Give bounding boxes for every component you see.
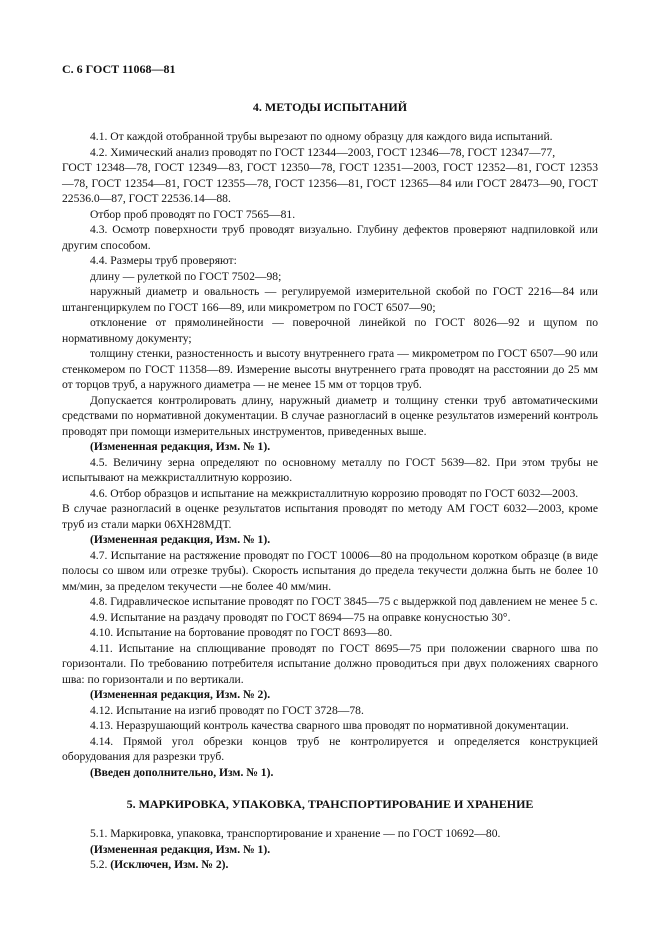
paragraph-4-4: 4.4. Размеры труб проверяют: (90, 254, 237, 267)
paragraph-4-13: 4.13. Неразрушающий контроль качества сварного шва проводят по нормативной документации. (90, 719, 569, 732)
paragraph-4-11: 4.11. Испытание на сплющивание проводят по ГОСТ 8695—75 при положении сварного шва по горизонтали. По требованию потребителя испытание должно проводиться при двух положениях сварного шва: по горизонтали и по вертикали. (62, 641, 598, 686)
amendment-note (62, 439, 598, 455)
amendment-text: (Измененная редакция, Изм. № 1). (90, 533, 271, 546)
paragraph-5-2 (62, 857, 598, 873)
amendment-text: (Введен дополнительно, Изм. № 1). (90, 765, 274, 779)
paragraph-wall-thickness: толщину стенки, разностенность и высоту внутреннего грата — микрометром по ГОСТ 6507—90 или стенкомером по ГОСТ 11358—89. Измерение высоты внутреннего грата проводят на расстоянии до 25 мм от торцов труб, а наружного диаметра — не менее 15 мм от торцов труб. (62, 347, 598, 391)
amendment-note (62, 765, 598, 781)
paragraph-4-12: 4.12. Испытание на изгиб проводят по ГОСТ 3728—78. (90, 703, 364, 717)
paragraph-sampling: Отбор проб проводят по ГОСТ 7565—81. (90, 207, 296, 221)
paragraph-4-5: 4.5. Величину зерна определяют по основному металлу по ГОСТ 5639—82. При этом трубы не испытывают на межкристаллитную коррозию. (62, 455, 598, 484)
paragraph-4-10: 4.10. Испытание на бортование проводят по ГОСТ 8693—80. (90, 626, 393, 639)
amendment-note (62, 687, 598, 703)
paragraph-4-9: 4.9. Испытание на раздачу проводят по ГОСТ 8694—75 на оправке конусностью 30°. (90, 610, 511, 624)
paragraph-4-3: 4.3. Осмотр поверхности труб проводят визуально. Глубину дефектов проверяют надпиловкой или другим способом. (62, 223, 598, 252)
section-4-title: 4. МЕТОДЫ ИСПЫТАНИЙ (252, 100, 408, 114)
paragraph-4-6-cont: В случае разногласий в оценке результатов испытания проводят по методу АМ ГОСТ 6032—2003, кроме труб из стали марки 06ХН28МДТ. (62, 502, 598, 531)
paragraph-4-7: 4.7. Испытание на растяжение проводят по ГОСТ 10006—80 на продольном коротком образце (в виде полосы со швом или отрезке трубы). Скорость испытания до предела текучести должна быть не более 10 мм/мин, за пределом текучести —не более 40 мм/мин. (62, 548, 598, 593)
paragraph-straightness: отклонение от прямолинейности — поверочной линейкой по ГОСТ 8026—92 и щупом по нормативному документу; (62, 316, 598, 345)
section-5-title: 5. МАРКИРОВКА, УПАКОВКА, ТРАНСПОРТИРОВАНИЕ И ХРАНЕНИЕ (126, 797, 534, 811)
page-header: С. 6 ГОСТ 11068—81 (62, 62, 176, 76)
paragraph-automatic-control: Допускается контролировать длину, наружный диаметр и толщину стенки труб автоматическими средствами по нормативной документации. В случае разногласий в оценке результатов измерений контроль проводят при помощи измерительных инструментов, приведенных выше. (62, 393, 598, 438)
paragraph-5-2-excluded: (Исключен, Изм. № 2). (110, 858, 229, 871)
paragraph-4-2: 4.2. Химический анализ проводят по ГОСТ 12344—2003, ГОСТ 12346—78, ГОСТ 12347—77, (90, 145, 556, 159)
amendment-text: (Измененная редакция, Изм. № 1). (90, 842, 271, 856)
amendment-note (62, 532, 598, 548)
amendment-text: (Измененная редакция, Изм. № 2). (90, 688, 271, 701)
amendment-text: (Измененная редакция, Изм. № 1). (90, 440, 271, 453)
paragraph-length: длину — рулеткой по ГОСТ 7502—98; (90, 269, 282, 283)
paragraph-4-2-cont: ГОСТ 12348—78, ГОСТ 12349—83, ГОСТ 12350—78, ГОСТ 12351—2003, ГОСТ 12352—81, ГОСТ 12353—78, ГОСТ 12354—81, ГОСТ 12355—78, ГОСТ 12356—81, ГОСТ 12365—84 или ГОСТ 28473—90, ГОСТ 22536.0—87, ГОСТ 22536.14—88. (62, 161, 598, 205)
document-page (62, 62, 598, 873)
paragraph-5-1: 5.1. Маркировка, упаковка, транспортирование и хранение — по ГОСТ 10692—80. (90, 827, 501, 840)
paragraph-5-2-label: 5.2. (90, 858, 108, 871)
paragraph-4-8: 4.8. Гидравлическое испытание проводят по ГОСТ 3845—75 с выдержкой под давлением не менее 5 с. (90, 595, 598, 608)
paragraph-diameter: наружный диаметр и овальность — регулируемой измерительной скобой по ГОСТ 2216—84 или штангенциркулем по ГОСТ 166—89, или микрометром по ГОСТ 6507—90; (62, 285, 598, 314)
paragraph-4-1: 4.1. От каждой отобранной трубы вырезают по одному образцу для каждого вида испытаний. (90, 130, 553, 143)
paragraph-4-14: 4.14. Прямой угол обрезки концов труб не контролируется и определяется конструкцией оборудования для разрезки труб. (62, 734, 598, 763)
paragraph-4-6: 4.6. Отбор образцов и испытание на межкристаллитную коррозию проводят по ГОСТ 6032—2003. (90, 486, 579, 500)
amendment-note (62, 842, 598, 858)
